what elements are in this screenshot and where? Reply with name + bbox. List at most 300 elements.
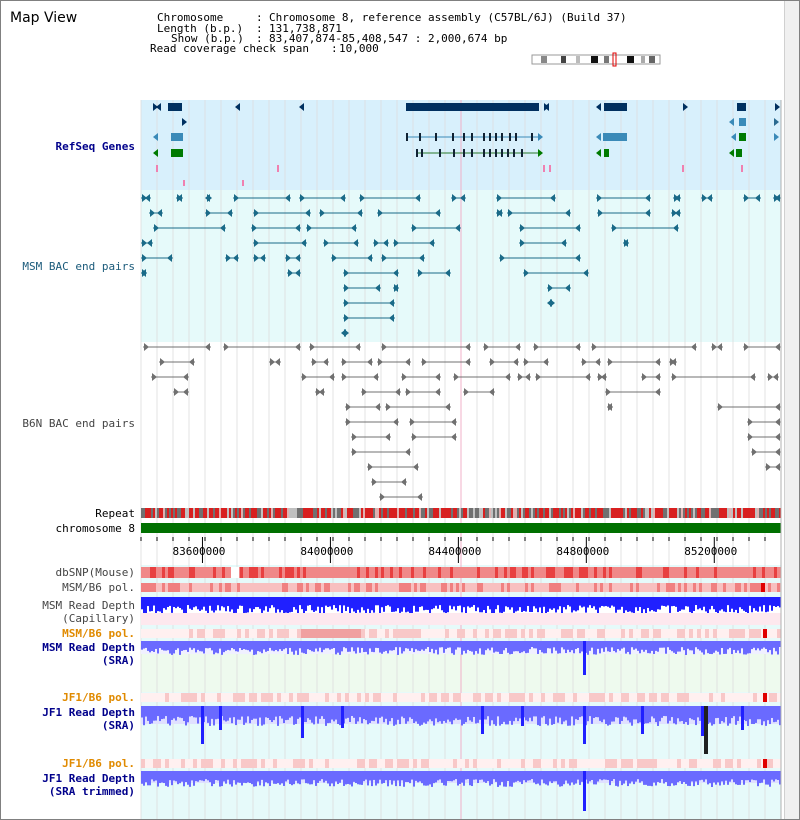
jf1-pol2-mark [205, 759, 209, 768]
jf1-depth-trim-bar [325, 771, 327, 781]
jf1-pol-mark [509, 693, 513, 702]
msm-b6-pol2-mark [221, 629, 225, 638]
jf1-depth-trim-bar [759, 771, 761, 783]
msm-depth-sra-bar [597, 641, 599, 649]
msm-depth-sra-bar [423, 641, 425, 651]
msm-depth-cap-bar [403, 597, 405, 607]
jf1-depth-sra-bar [571, 706, 573, 716]
msm-depth-cap-bar [347, 597, 349, 607]
jf1-depth-trim-bar [285, 771, 287, 781]
b6n-bac-pair-end [766, 463, 771, 471]
jf1-depth-trim-bar [345, 771, 347, 784]
jf1-depth-trim-bar [433, 771, 435, 783]
repeat-mark [223, 508, 225, 518]
jf1-depth-sra-bar [405, 706, 407, 724]
jf1-depth-trim-bar [385, 771, 387, 780]
msm-b6-pol-mark [174, 583, 177, 592]
jf1-depth-trim-bar [187, 771, 189, 785]
jf1-depth-trim-bar [163, 771, 165, 783]
msm-depth-cap-bar [549, 597, 551, 609]
jf1-depth-sra-bar [319, 706, 321, 719]
jf1-depth-sra-spike [583, 706, 586, 744]
msm-depth-sra-bar [765, 641, 767, 649]
msm-depth-sra-bar [257, 641, 259, 651]
repeat-mark [419, 508, 421, 518]
repeat-mark [663, 508, 665, 518]
msm-depth-sra-bar [147, 641, 149, 651]
jf1-depth-trim-bar [615, 771, 617, 786]
msm-depth-cap-bar [593, 597, 595, 606]
dbsnp-mark [549, 567, 552, 578]
jf1-depth-sra-bar [321, 706, 323, 716]
b6n-bac-pair-end [152, 373, 157, 381]
repeat-mark [435, 508, 437, 518]
jf1-depth-trim-bar [393, 771, 395, 781]
msm-depth-sra-bar [755, 641, 757, 650]
jf1-depth-sra-bar [713, 706, 715, 724]
repeat-mark [457, 508, 459, 518]
msm-depth-sra-bar [281, 641, 283, 651]
msm-depth-cap-bar [711, 597, 713, 606]
msm-depth-cap-bar [513, 597, 515, 613]
msm-depth-sra-bar [323, 641, 325, 650]
repeat-mark [353, 508, 355, 518]
jf1-depth-sra-bar [567, 706, 569, 726]
repeat-mark [185, 508, 187, 518]
jf1-pol-mark [181, 693, 185, 702]
msm-depth-sra-bar [275, 641, 277, 650]
jf1-depth-trim-bar [567, 771, 569, 784]
msm-depth-cap-bar [623, 597, 625, 613]
msm-depth-cap-bar [267, 597, 269, 612]
jf1-depth-trim-bar [671, 771, 673, 783]
msm-depth-cap-bar [385, 597, 387, 606]
jf1-pol2-mark [605, 759, 609, 768]
b6n-bac-pair-end [386, 403, 391, 411]
repeat-mark [259, 508, 261, 518]
jf1-depth-sra-bar [465, 706, 467, 722]
msm-depth-cap-bar [337, 597, 339, 611]
repeat-mark [475, 508, 477, 518]
repeat-mark [611, 508, 613, 518]
jf1-depth-sra-bar [607, 706, 609, 726]
gene-block [171, 133, 183, 141]
msm-b6-pol2-mark [385, 629, 389, 638]
msm-depth-sra-bar [777, 641, 779, 654]
jf1-pol-mark [541, 693, 545, 702]
msm-depth-sra-bar [213, 641, 215, 654]
msm-depth-cap-bar [397, 597, 399, 608]
msm-depth-sra-bar [305, 641, 307, 654]
jf1-depth-trim-bar [483, 771, 485, 782]
msm-depth-sra-bar [641, 641, 643, 650]
msm-depth-sra-bar [547, 641, 549, 648]
msm-depth-cap-bar [659, 597, 661, 610]
jf1-depth-trim-bar [485, 771, 487, 783]
jf1-depth-sra-bar [279, 706, 281, 716]
jf1-depth-trim-bar [141, 771, 143, 784]
msm-depth-cap-bar [353, 597, 355, 611]
msm-depth-cap-bar [431, 597, 433, 609]
jf1-pol2-mark [473, 759, 477, 768]
jf1-depth-sra-bar [351, 706, 353, 716]
repeat-mark [759, 508, 761, 518]
jf1-depth-sra-bar [657, 706, 659, 726]
msm-depth-cap-bar [719, 597, 721, 611]
jf1-depth-trim-bar [505, 771, 507, 787]
repeat-mark [385, 508, 387, 518]
msm-depth-cap-bar [195, 597, 197, 606]
jf1-depth-trim-bar [203, 771, 205, 781]
msm-depth-cap-bar [249, 597, 251, 608]
repeat-mark [681, 508, 683, 518]
gene-exon [531, 133, 533, 141]
msm-depth-cap-bar [251, 597, 253, 612]
msm-depth-sra-bar [255, 641, 257, 654]
msm-b6-pol-mark [444, 583, 447, 592]
jf1-depth-trim-bar [377, 771, 379, 783]
repeat-mark [179, 508, 181, 518]
msm-depth-sra-bar [185, 641, 187, 650]
jf1-depth-trim-bar [617, 771, 619, 787]
msm-depth-sra-bar [767, 641, 769, 652]
jf1-depth-sra-bar [621, 706, 623, 721]
jf1-depth-sra-bar [211, 706, 213, 719]
msm-depth-cap-bar [567, 597, 569, 605]
jf1-depth-trim-bar [511, 771, 513, 787]
vertical-scrollbar[interactable] [784, 1, 800, 819]
b6n-bac-pair-end [513, 358, 518, 366]
jf1-pol2-mark [413, 759, 417, 768]
jf1-pol-mark [557, 693, 561, 702]
msm-depth-sra-bar [307, 641, 309, 649]
b6n-bac-pair-end [329, 373, 334, 381]
jf1-depth-trim-bar [227, 771, 229, 780]
msm-depth-cap-bar [531, 597, 533, 612]
msm-depth-sra-bar [703, 641, 705, 655]
jf1-pol-mark [345, 693, 349, 702]
msm-depth-sra-bar [587, 641, 589, 655]
jf1-depth-sra-bar [263, 706, 265, 724]
jf1-depth-trim-bar [271, 771, 273, 780]
jf1-depth-sra-bar [695, 706, 697, 725]
msm-depth-cap-bar [605, 597, 607, 606]
jf1-pol-mark [637, 693, 641, 702]
jf1-depth-trim-bar [307, 771, 309, 783]
msm-b6-pol-mark [408, 583, 411, 592]
jf1-pol-mark [661, 693, 665, 702]
jf1-depth-sra-bar [715, 706, 717, 718]
msm-depth-sra-bar [367, 641, 369, 654]
jf1-depth-trim-bar [649, 771, 651, 786]
jf1-depth-sra-bar [367, 706, 369, 724]
length-info-colon: : [256, 22, 263, 35]
jf1-depth-trim-bar [165, 771, 167, 786]
jf1-depth-trim-bar [591, 771, 593, 780]
msm-b6-pol-mark [531, 583, 534, 592]
msm-b6-pol-mark [141, 583, 144, 592]
gene-exon [471, 133, 473, 141]
msm-b6-pol-mark [315, 583, 318, 592]
repeat-mark [445, 508, 447, 518]
jf1-depth-trim-bar [703, 771, 705, 782]
msm-depth-cap-bar [751, 597, 753, 612]
jf1-depth-sra-bar [495, 706, 497, 726]
jf1-depth-trim-bar [589, 771, 591, 781]
msm-depth-sra-bar [573, 641, 575, 653]
jf1-pol2-mark [533, 759, 537, 768]
msm-depth-cap-bar [319, 597, 321, 614]
jf1-pol2-mark [609, 759, 613, 768]
jf1-depth-trim-bar [623, 771, 625, 784]
repeat-mark [395, 508, 397, 518]
msm-depth-sra-bar [565, 641, 567, 653]
jf1-b6-pol-label: JF1/B6 pol. [62, 691, 135, 704]
dbsnp-mark [285, 567, 288, 578]
repeat-mark [747, 508, 749, 518]
b6n-bac-pair-end [465, 358, 470, 366]
msm-depth-cap-bar [529, 597, 531, 612]
jf1-depth-sra-bar [685, 706, 687, 722]
msm-depth-sra-bar [159, 641, 161, 648]
msm-depth-cap-bar [571, 597, 573, 612]
msm-depth-sra-bar [251, 641, 253, 650]
msm-depth-cap-bar [577, 597, 579, 610]
b6n-bac-pair-end [691, 343, 696, 351]
b6n-bac-pair-end [410, 418, 415, 426]
jf1-depth-trim-bar [547, 771, 549, 785]
jf1-depth-trim-bar [677, 771, 679, 782]
gene-exon [439, 149, 441, 157]
msm-depth-cap-bar [543, 597, 545, 607]
msm-depth-cap-bar [377, 597, 379, 605]
msm-b6-pol2-mark [361, 629, 365, 638]
b6n-bac-pair-end [405, 448, 410, 456]
repeat-mark [401, 508, 403, 518]
chromosome-info-colon: : [256, 11, 263, 24]
msm-b6-pol2-mark [493, 629, 497, 638]
msm-depth-sra-bar [211, 641, 213, 650]
repeat-mark [273, 508, 275, 518]
msm-depth-sra-bar [713, 641, 715, 653]
msm-b6-pol2-mark [457, 629, 461, 638]
jf1-depth-trim-bar [559, 771, 561, 787]
jf1-pol-mark [325, 693, 329, 702]
msm-depth-cap-bar [315, 597, 317, 611]
repeat-mark [687, 508, 689, 518]
jf1-depth-sra-spike [701, 706, 704, 736]
jf1-pol2-mark [537, 759, 541, 768]
jf1-depth-trim-bar [267, 771, 269, 783]
jf1-depth-trim-bar [725, 771, 727, 781]
gene-block [603, 133, 627, 141]
repeat-mark [545, 508, 547, 518]
msm-depth-sra-bar [543, 641, 545, 653]
msm-depth-cap-bar [247, 597, 249, 612]
b6n-bac-pair-end [342, 358, 347, 366]
jf1-pol-mark [685, 693, 689, 702]
jf1-depth-trim-bar [339, 771, 341, 783]
jf1-depth-sra-bar [245, 706, 247, 723]
jf1-depth-sra-bar [675, 706, 677, 724]
msm-b6-pol2-mark [621, 629, 625, 638]
jf1-depth-sra-bar [669, 706, 671, 721]
jf1-pol2-mark [405, 759, 409, 768]
msm-b6-pol-mark [558, 583, 561, 592]
repeat-mark [327, 508, 329, 518]
msm-depth-cap-bar [769, 597, 771, 605]
repeat-mark [529, 508, 531, 518]
jf1-depth-sra-bar [453, 706, 455, 720]
msm-depth-sra-bar [409, 641, 411, 651]
msm-depth-sra-bar [567, 641, 569, 650]
jf1-depth-trim-bar [711, 771, 713, 787]
repeat-mark [331, 508, 333, 518]
jf1-depth-sra-bar [565, 706, 567, 720]
msm-depth-cap-base [141, 613, 781, 625]
msm-b6-pol2-hot [301, 629, 361, 638]
msm-depth-sra-bar [253, 641, 255, 655]
jf1-depth-sra-bar [395, 706, 397, 725]
repeat-mark [193, 508, 195, 518]
msm-depth-sra-bar [497, 641, 499, 652]
msm-depth-cap-bar [639, 597, 641, 607]
msm-depth-sra-bar [481, 641, 483, 654]
b6n-bac-pair-end [355, 343, 360, 351]
jf1-depth-trim-bar [593, 771, 595, 784]
dbsnp-mark [594, 567, 597, 578]
msm-depth-sra-bar [697, 641, 699, 649]
msm-depth-sra-bar [401, 641, 403, 653]
repeat-mark [387, 508, 389, 518]
repeat-mark [661, 508, 663, 518]
msm-depth-cap-bar [295, 597, 297, 610]
jf1-depth-trim-bar [459, 771, 461, 784]
repeat-mark [543, 508, 545, 518]
msm-depth-cap-bar [707, 597, 709, 613]
jf1-depth-sra-bar [271, 706, 273, 722]
msm-depth-sra-bar [687, 641, 689, 649]
jf1-depth-trim-bar [635, 771, 637, 782]
jf1-depth-sra-bar [291, 706, 293, 716]
repeat-mark [243, 508, 245, 518]
jf1-depth-trim-bar [185, 771, 187, 782]
jf1-depth-sra-bar [599, 706, 601, 721]
msm-depth-cap-bar [703, 597, 705, 607]
jf1-pol-mark [681, 693, 685, 702]
jf1-depth-trim-bar [693, 771, 695, 786]
msm-depth-sra-bar [221, 641, 223, 655]
jf1-depth-trim-bar [247, 771, 249, 782]
jf1-depth-trim-bar [415, 771, 417, 781]
dbsnp-mark [450, 567, 453, 578]
msm-depth-cap-bar [443, 597, 445, 612]
jf1-depth-sra-bar [499, 706, 501, 726]
jf1-depth-sra-bar [593, 706, 595, 718]
dbsnp-gap [231, 567, 239, 578]
repeat-mark [249, 508, 251, 518]
msm-b6-pol-mark [306, 583, 309, 592]
msm-depth-sra-bar [551, 641, 553, 653]
msm-depth-sra-bar [773, 641, 775, 648]
jf1-depth-sra-bar [525, 706, 527, 720]
jf1-depth-sra-bar [601, 706, 603, 722]
gene-exon [453, 149, 455, 157]
msm-b6-pol2-mark [513, 629, 517, 638]
msm-depth-cap-bar [285, 597, 287, 613]
msm-depth-cap-bar [175, 597, 177, 608]
msm-depth-cap-bar [325, 597, 327, 606]
jf1-pol-mark [553, 693, 557, 702]
msm-depth-sra-bar [711, 641, 713, 654]
jf1-depth-sra-bar [399, 706, 401, 724]
msm-depth-sra-bar [225, 641, 227, 651]
msm-depth-sra-bar [381, 641, 383, 654]
repeat-mark [541, 508, 543, 518]
msm-depth-sra-bar [651, 641, 653, 651]
ideogram-band [627, 56, 634, 63]
dbsnp-mark [279, 567, 282, 578]
repeat-mark [235, 508, 237, 518]
msm-depth-cap-bar [225, 597, 227, 611]
jf1-depth-trim-bar [475, 771, 477, 779]
repeat-mark [497, 508, 499, 518]
jf1-depth-sra-bar [577, 706, 579, 720]
msm-depth-sra-bar [667, 641, 669, 647]
msm-depth-sra-bar [617, 641, 619, 649]
msm-depth-cap-bar [209, 597, 211, 606]
jf1-depth-sra-bar [175, 706, 177, 721]
repeat-mark [533, 508, 535, 518]
jf1-depth-trim-bar [603, 771, 605, 779]
jf1-pol-mark [593, 693, 597, 702]
repeat-mark [463, 508, 465, 518]
msm-depth-sra-bar [417, 641, 419, 651]
jf1-pol-mark [249, 693, 253, 702]
msm-depth-cap-bar [253, 597, 255, 609]
msm-depth-cap-bar [391, 597, 393, 612]
jf1-depth-trim-bar [215, 771, 217, 780]
jf1-depth-trim-bar [743, 771, 745, 785]
msm-depth-cap-bar [537, 597, 539, 612]
msm-depth-sra-bar [685, 641, 687, 655]
b6n-bac-pair-end [515, 343, 520, 351]
repeat-mark [741, 508, 743, 518]
repeat-mark [583, 508, 585, 518]
msm-depth-sra-bar [315, 641, 317, 649]
jf1-depth-trim-bar [663, 771, 665, 783]
msm-depth-cap-bar [237, 597, 239, 609]
msm-b6-pol-mark [225, 583, 228, 592]
msm-depth-sra-bar [719, 641, 721, 655]
jf1-pol-mark [393, 693, 397, 702]
jf1-depth-sra-bar [373, 706, 375, 721]
jf1-depth-sra-bar [425, 706, 427, 724]
msm-b6-pol-mark [399, 583, 402, 592]
show-info-colon: : [256, 32, 263, 45]
jf1-depth-trim-bar [223, 771, 225, 781]
jf1-depth-sra-bar [735, 706, 737, 725]
jf1-depth-sra-bar [761, 706, 763, 725]
msm-depth-cap-bar [297, 597, 299, 614]
jf1-depth-trim-bar [471, 771, 473, 786]
jf1-depth-sra-bar [299, 706, 301, 717]
repeat-mark [575, 508, 577, 518]
jf1-depth-trim-bar [757, 771, 759, 786]
repeat-mark [263, 508, 265, 518]
msm-depth-sra-bar [715, 641, 717, 651]
repeat-mark [141, 508, 143, 518]
